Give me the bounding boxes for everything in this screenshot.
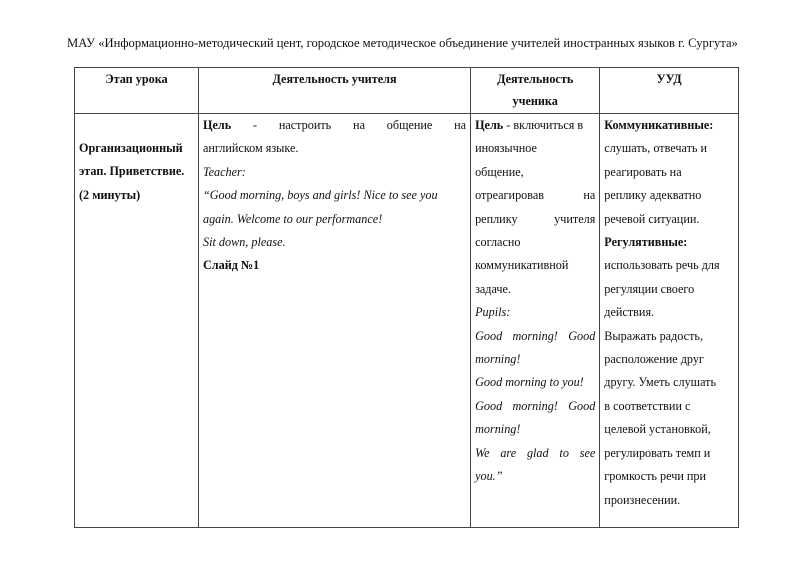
uud-text: реагировать на	[604, 164, 682, 179]
stage-line: этап. Приветствие.	[79, 164, 185, 179]
uud-text: слушать, отвечать и	[604, 141, 708, 156]
teacher-role: Teacher:	[202, 164, 246, 179]
teacher-goal-label: Цель	[202, 118, 232, 132]
stage-line: (2 минуты)	[79, 187, 141, 202]
uud-text: регуляции своего	[604, 281, 695, 296]
student-speech: morning!	[475, 352, 521, 367]
document-header: МАУ «Информационно-методический цент, городское методическое объединение учителей иностранных языков г. Сургута»	[67, 36, 738, 50]
uud-cell	[600, 114, 739, 528]
uud-text: произнесении.	[604, 492, 681, 507]
uud-text: действия.	[604, 305, 655, 320]
student-goal-text: задаче.	[475, 281, 512, 296]
student-goal-line	[475, 114, 595, 137]
slide-label: Слайд №1	[202, 258, 260, 273]
table-row	[75, 114, 739, 528]
uud-text: в соответствии с	[604, 398, 691, 413]
student-goal-text: реплику учителя	[475, 211, 596, 226]
lesson-plan-table	[74, 67, 739, 528]
column-header-student: Деятельность ученика	[471, 68, 600, 114]
uud-text: реплику адекватно	[604, 188, 702, 203]
student-goal-text: отреагировав на	[475, 188, 596, 203]
uud-regulatory-label: Регулятивные:	[604, 235, 688, 250]
student-goal-text: общение,	[475, 164, 524, 179]
student-goal-text: - включиться в	[503, 118, 584, 132]
teacher-goal-text-2: английском языке.	[202, 141, 299, 156]
uud-text: громкость речи при	[604, 469, 707, 484]
student-speech: Good morning! Good	[475, 398, 596, 413]
teacher-goal-line	[203, 114, 466, 137]
student-role: Pupils:	[475, 305, 511, 320]
column-header-stage: Этап урока	[75, 68, 199, 114]
uud-text: расположение друг	[604, 352, 704, 367]
student-goal-text: коммуникативной	[475, 258, 569, 273]
table-header-row	[75, 68, 739, 114]
stage-line: Организационный	[79, 141, 183, 155]
teacher-activity-cell	[198, 114, 470, 528]
uud-text: регулировать темп и	[604, 445, 711, 460]
teacher-speech: “Good morning, boys and girls! Nice to see you	[202, 188, 438, 203]
student-goal-text: согласно	[475, 235, 521, 250]
stage-cell	[75, 114, 199, 528]
student-goal-label: Цель	[475, 118, 504, 132]
column-header-uud: УУД	[600, 68, 739, 114]
teacher-speech: Sit down, please.	[202, 235, 286, 250]
student-goal-text: иноязычное	[475, 141, 537, 156]
student-speech: We are glad to see	[475, 445, 596, 460]
uud-text: речевой ситуации.	[604, 211, 700, 226]
student-speech: Good morning! Good	[475, 328, 596, 343]
student-activity-cell	[471, 114, 600, 528]
uud-text: Выражать радость,	[604, 328, 704, 343]
student-speech: Good morning to you!	[475, 375, 584, 390]
student-speech: you.”	[475, 469, 503, 484]
uud-text: использовать речь для	[604, 258, 720, 273]
teacher-speech: again. Welcome to our performance!	[202, 211, 383, 226]
uud-communicative-label: Коммуникативные:	[604, 118, 714, 132]
student-speech: morning!	[475, 422, 521, 437]
uud-text: другу. Уметь слушать	[604, 375, 717, 390]
uud-text: целевой установкой,	[604, 422, 711, 437]
teacher-goal-text: - настроить на общение на	[231, 118, 467, 132]
column-header-teacher: Деятельность учителя	[198, 68, 470, 114]
